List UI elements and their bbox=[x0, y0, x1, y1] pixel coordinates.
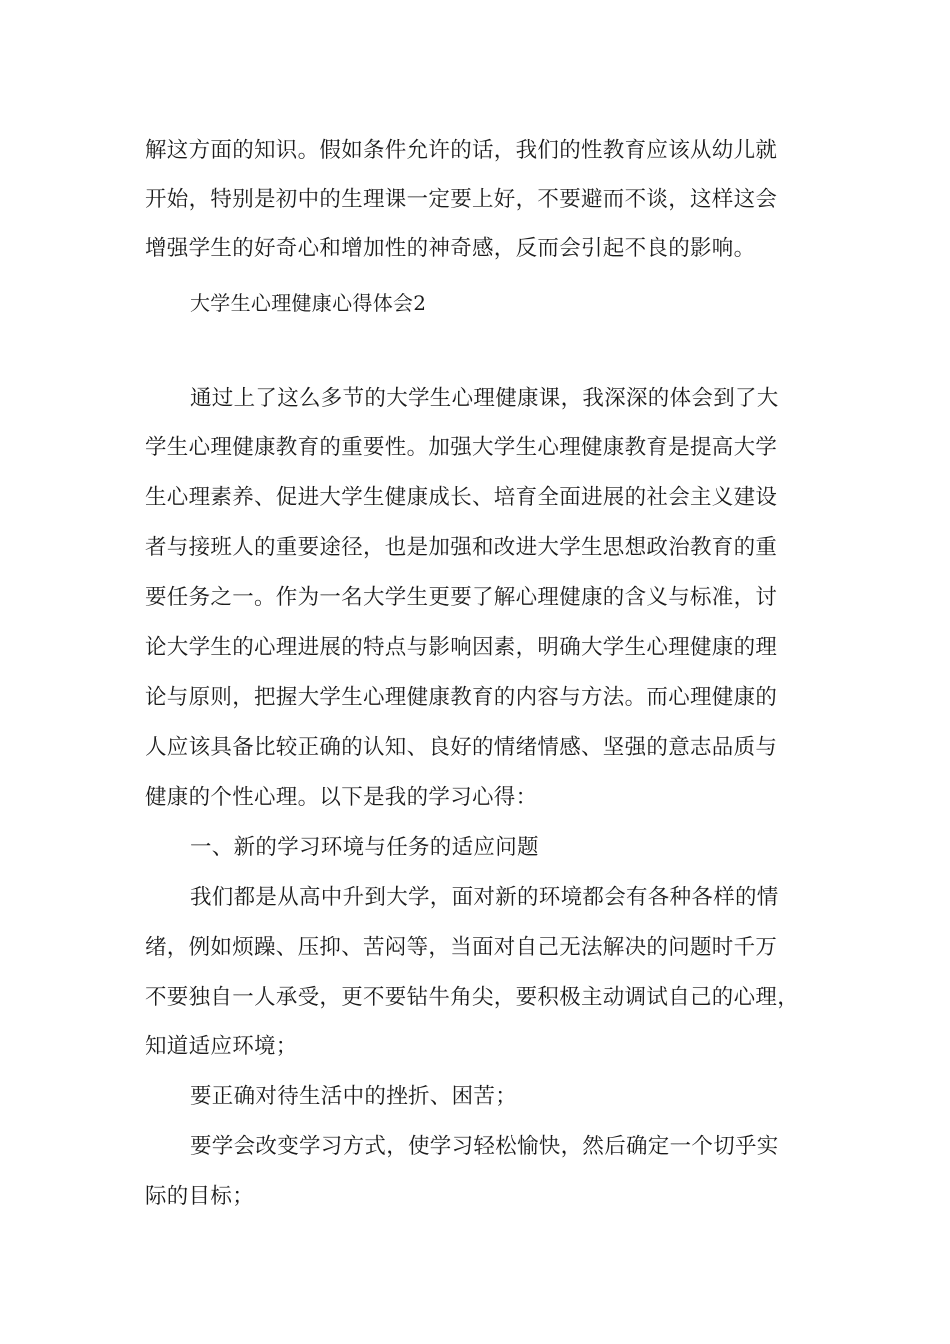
section-heading: 大学生心理健康心得体会2 bbox=[190, 291, 427, 315]
text-line: 我们都是从高中升到大学，面对新的环境都会有各种各样的情 bbox=[190, 885, 779, 910]
text-line: 论与原则，把握大学生心理健康教育的内容与方法。而心理健康的 bbox=[145, 685, 778, 710]
text-line: 人应该具备比较正确的认知、良好的情绪情感、坚强的意志品质与 bbox=[145, 735, 778, 760]
text-line: 者与接班人的重要途径，也是加强和改进大学生思想政治教育的重 bbox=[145, 535, 778, 560]
text-line: 绪，例如烦躁、压抑、苦闷等，当面对自己无法解决的问题时千万 bbox=[145, 935, 778, 960]
text-line: 论大学生的心理进展的特点与影响因素，明确大学生心理健康的理 bbox=[145, 635, 778, 660]
text-line: 际的目标； bbox=[145, 1184, 255, 1209]
text-line: 要正确对待生活中的挫折、困苦； bbox=[190, 1084, 518, 1109]
text-line: 要学会改变学习方式，使学习轻松愉快，然后确定一个切乎实 bbox=[190, 1134, 779, 1159]
text-line: 解这方面的知识。假如条件允许的话，我们的性教育应该从幼儿就 bbox=[145, 138, 778, 163]
text-line: 增强学生的好奇心和增加性的神奇感，反而会引起不良的影响。 bbox=[145, 236, 756, 261]
text-line: 要任务之一。作为一名大学生更要了解心理健康的含义与标准，讨 bbox=[145, 585, 778, 610]
subsection-heading: 一、新的学习环境与任务的适应问题 bbox=[190, 835, 539, 860]
text-line: 健康的个性心理。以下是我的学习心得： bbox=[145, 785, 538, 810]
text-line: 不要独自一人承受，更不要钻牛角尖，要积极主动调试自己的心理， bbox=[145, 985, 800, 1010]
text-line: 通过上了这么多节的大学生心理健康课，我深深的体会到了大 bbox=[190, 386, 779, 411]
text-line: 知道适应环境； bbox=[145, 1034, 298, 1059]
text-line: 开始，特别是初中的生理课一定要上好，不要避而不谈，这样这会 bbox=[145, 187, 778, 212]
text-line: 生心理素养、促进大学生健康成长、培育全面进展的社会主义建设 bbox=[145, 485, 778, 510]
text-line: 学生心理健康教育的重要性。加强大学生心理健康教育是提高大学 bbox=[145, 435, 778, 460]
